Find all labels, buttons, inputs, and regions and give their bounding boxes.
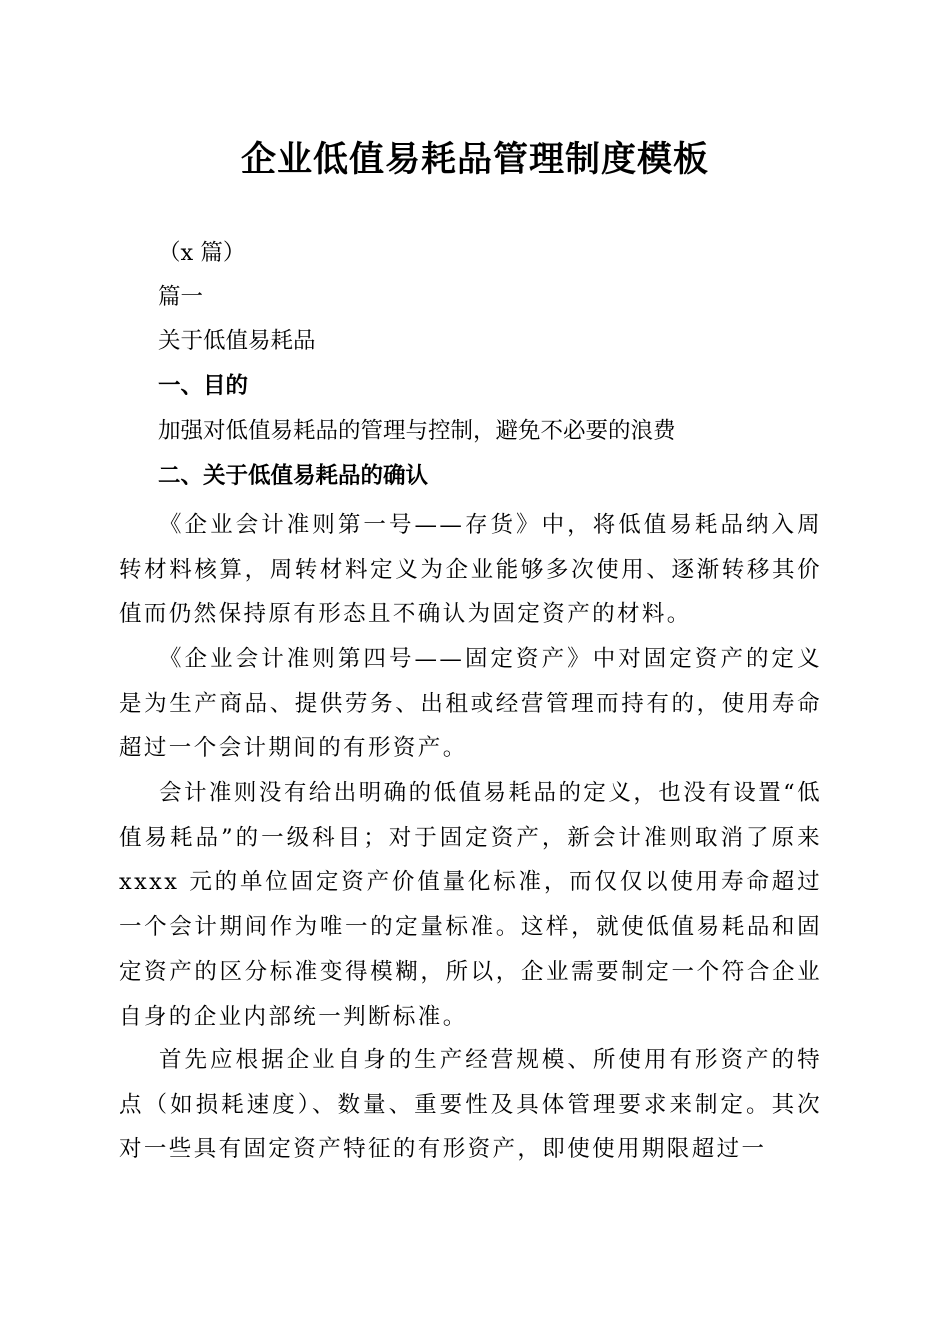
part-label: 篇一 <box>158 284 204 310</box>
paragraph: 会计准则没有给出明确的低值易耗品的定义，也没有设置“低值易耗品”的一级科目；对于固定资产，新会计准则取消了原来 xxxx 元的单位固定资产价值量化标准，而仅仅以使用寿命超过一个会计期间作为唯一的定量标准。这样，就使低值易耗品和固定资产的区分标准变得模糊，所以，企业需要制定一个符合企业自身的企业内部统一判断标准。 <box>119 780 822 1030</box>
document-title: 企业低值易耗品管理制度模板 <box>240 140 709 180</box>
document-subtitle: （x 篇） <box>158 240 246 266</box>
section-1-heading: 一、目的 <box>158 373 249 399</box>
paragraph: 《企业会计准则第一号——存货》中，将低值易耗品纳入周转材料核算，周转材料定义为企业能够多次使用、逐渐转移其价值而仍然保持原有形态且不确认为固定资产的材料。 <box>119 512 822 628</box>
paragraph: 《企业会计准则第四号——固定资产》中对固定资产的定义是为生产商品、提供劳务、出租或经营管理而持有的，使用寿命超过一个会计期间的有形资产。 <box>119 646 822 762</box>
section-1-text: 加强对低值易耗品的管理与控制，避免不必要的浪费 <box>158 418 676 444</box>
section-2-heading: 二、关于低值易耗品的确认 <box>158 463 429 489</box>
paragraph: 首先应根据企业自身的生产经营规模、所使用有形资产的特点（如损耗速度）、数量、重要性及具体管理要求来制定。其次对一些具有固定资产特征的有形资产，即使使用期限超过一 <box>119 1047 822 1163</box>
topic-line: 关于低值易耗品 <box>158 328 316 354</box>
